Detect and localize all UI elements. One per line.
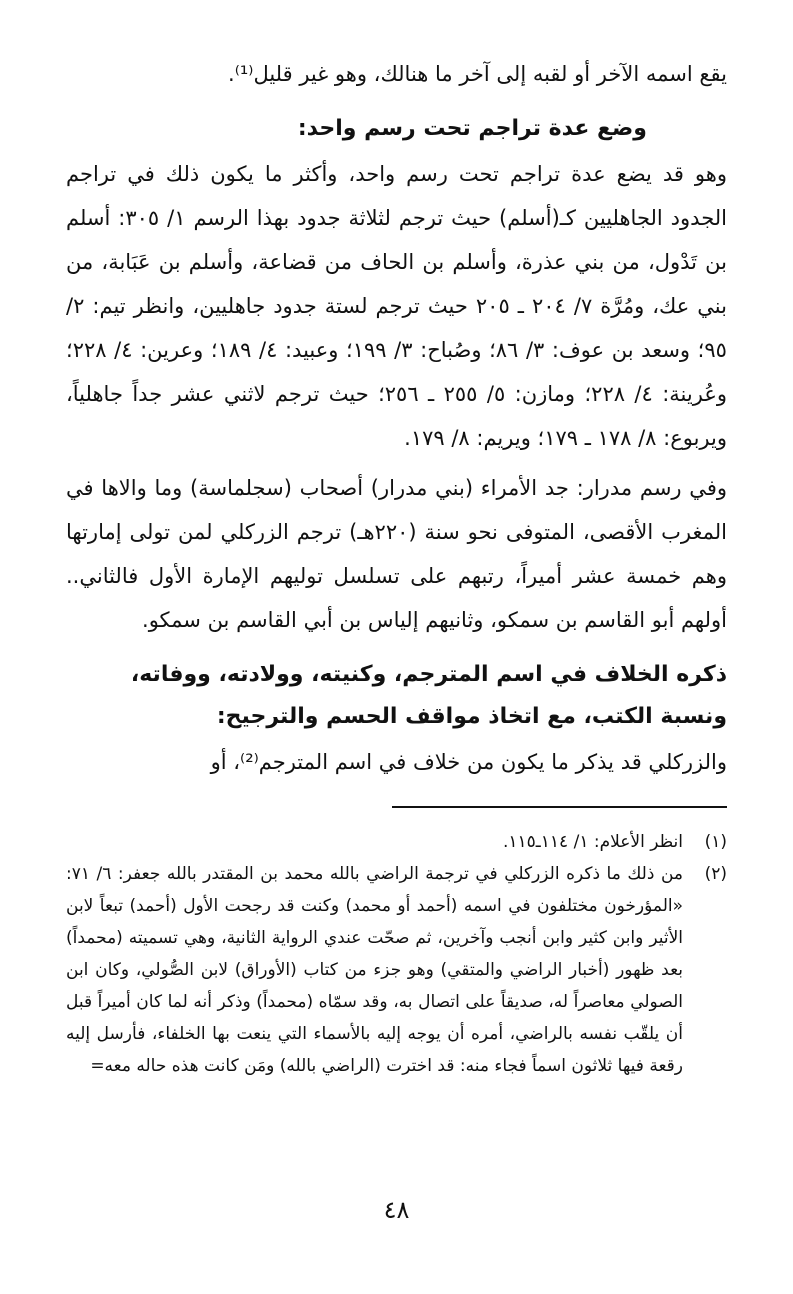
footnote-1 [66,826,727,858]
footnote-2 [66,858,727,1082]
footnote-text: انظر الأعلام: ١/ ١١٤ـ١١٥. [502,832,683,852]
paragraph-1: يقع اسمه الآخر أو لقبه إلى آخر ما هنالك، وهو غير قليل⁽¹⁾. [228,62,727,86]
paragraph-2: وهو قد يضع عدة تراجم تحت رسم واحد، وأكثر ما يكون ذلك في تراجم الجدود الجاهليين كـ(أسلم) حيث ترجم لثلاثة جدود بهذا الرسم ١/ ٣٠٥: أسلم بن تَدْول، من بني عذرة، وأسلم بن الحاف من قضاعة، وأسلم بن عَبَابة، من بني عك، ومُرَّة ٧/ ٢٠٤ ـ ٢٠٥ حيث ترجم لستة جدود جاهليين، وانظر تيم: ٢/ ٩٥؛ وسعد بن عوف: ٣/ ٨٦؛ وصُباح: ٣/ ١٩٩؛ وعبيد: ٤/ ١٨٩؛ وعرين: ٤/ ٢٢٨؛ وعُرينة: ٤/ ٢٢٨؛ ومازن: ٥/ ٢٥٥ ـ ٢٥٦؛ حيث ترجم لاثني عشر جداً جاهلياً، ويربوع: ٨/ ١٧٨ ـ ١٧٩؛ ويريم: ٨/ ١٧٩. [66,162,727,450]
page-number: ٤٨ [383,1196,410,1224]
footnote-text: من ذلك ما ذكره الزركلي في ترجمة الراضي بالله محمد بن المقتدر بالله جعفر: ٦/ ٧١: «المؤرخون مختلفون في اسمه (أحمد أو محمد) وكنت قد رجحت الأول (أحمد) تبعاً لابن الأثير وابن كثير وابن أنجب وآخرين، ثم صحّت عندي الرواية الثانية، وهي تسميته (محمداً) بعد ظهور (أخبار الراضي والمتقي) وهو جزء من كتاب (الأوراق) لابن الصُّولي، وكان ابن الصولي معاصراً له، صديقاً على اتصال به، وقد سمّاه (محمداً) وذكر أنه لما كان أميراً قبل أن يلقّب نفسه بالراضي، أمره أن يوجه إليه بالأسماء التي ينعت بها الخلفاء، فأرسل إليه رقعة فيها ثلاثون اسماً فجاء منه: قد اخترت (الراضي بالله) ومَن كانت هذه حاله معه= [66,864,683,1076]
book-page [66,52,727,1082]
paragraph-4: والزركلي قد يذكر ما يكون من خلاف في اسم المترجم⁽²⁾، أو [210,750,727,774]
footnote-number: (٢) [704,864,727,884]
section-heading-disagreement: ذكره الخلاف في اسم المترجم، وكنيته، وولادته، ووفاته، ونسبة الكتب، مع اتخاذ مواقف الحسم والترجيح: [130,662,727,729]
section-heading-multiple-entries: وضع عدة تراجم تحت رسم واحد: [297,116,647,141]
footnote-number: (١) [704,832,727,852]
paragraph-3: وفي رسم مدرار: جد الأمراء (بني مدرار) أصحاب (سجلماسة) وما والاها في المغرب الأقصى، المتوفى نحو سنة (٢٢٠هـ) ترجم الزركلي لمن تولى إمارتها وهم خمسة عشر أميراً، رتبهم على تسلسل توليهم الإمارة الأول فالثاني.. أولهم أبو القاسم بن سمكو، وثانيهم إلياس بن أبي القاسم بن سمكو. [66,476,727,632]
footnote-separator [392,806,727,808]
